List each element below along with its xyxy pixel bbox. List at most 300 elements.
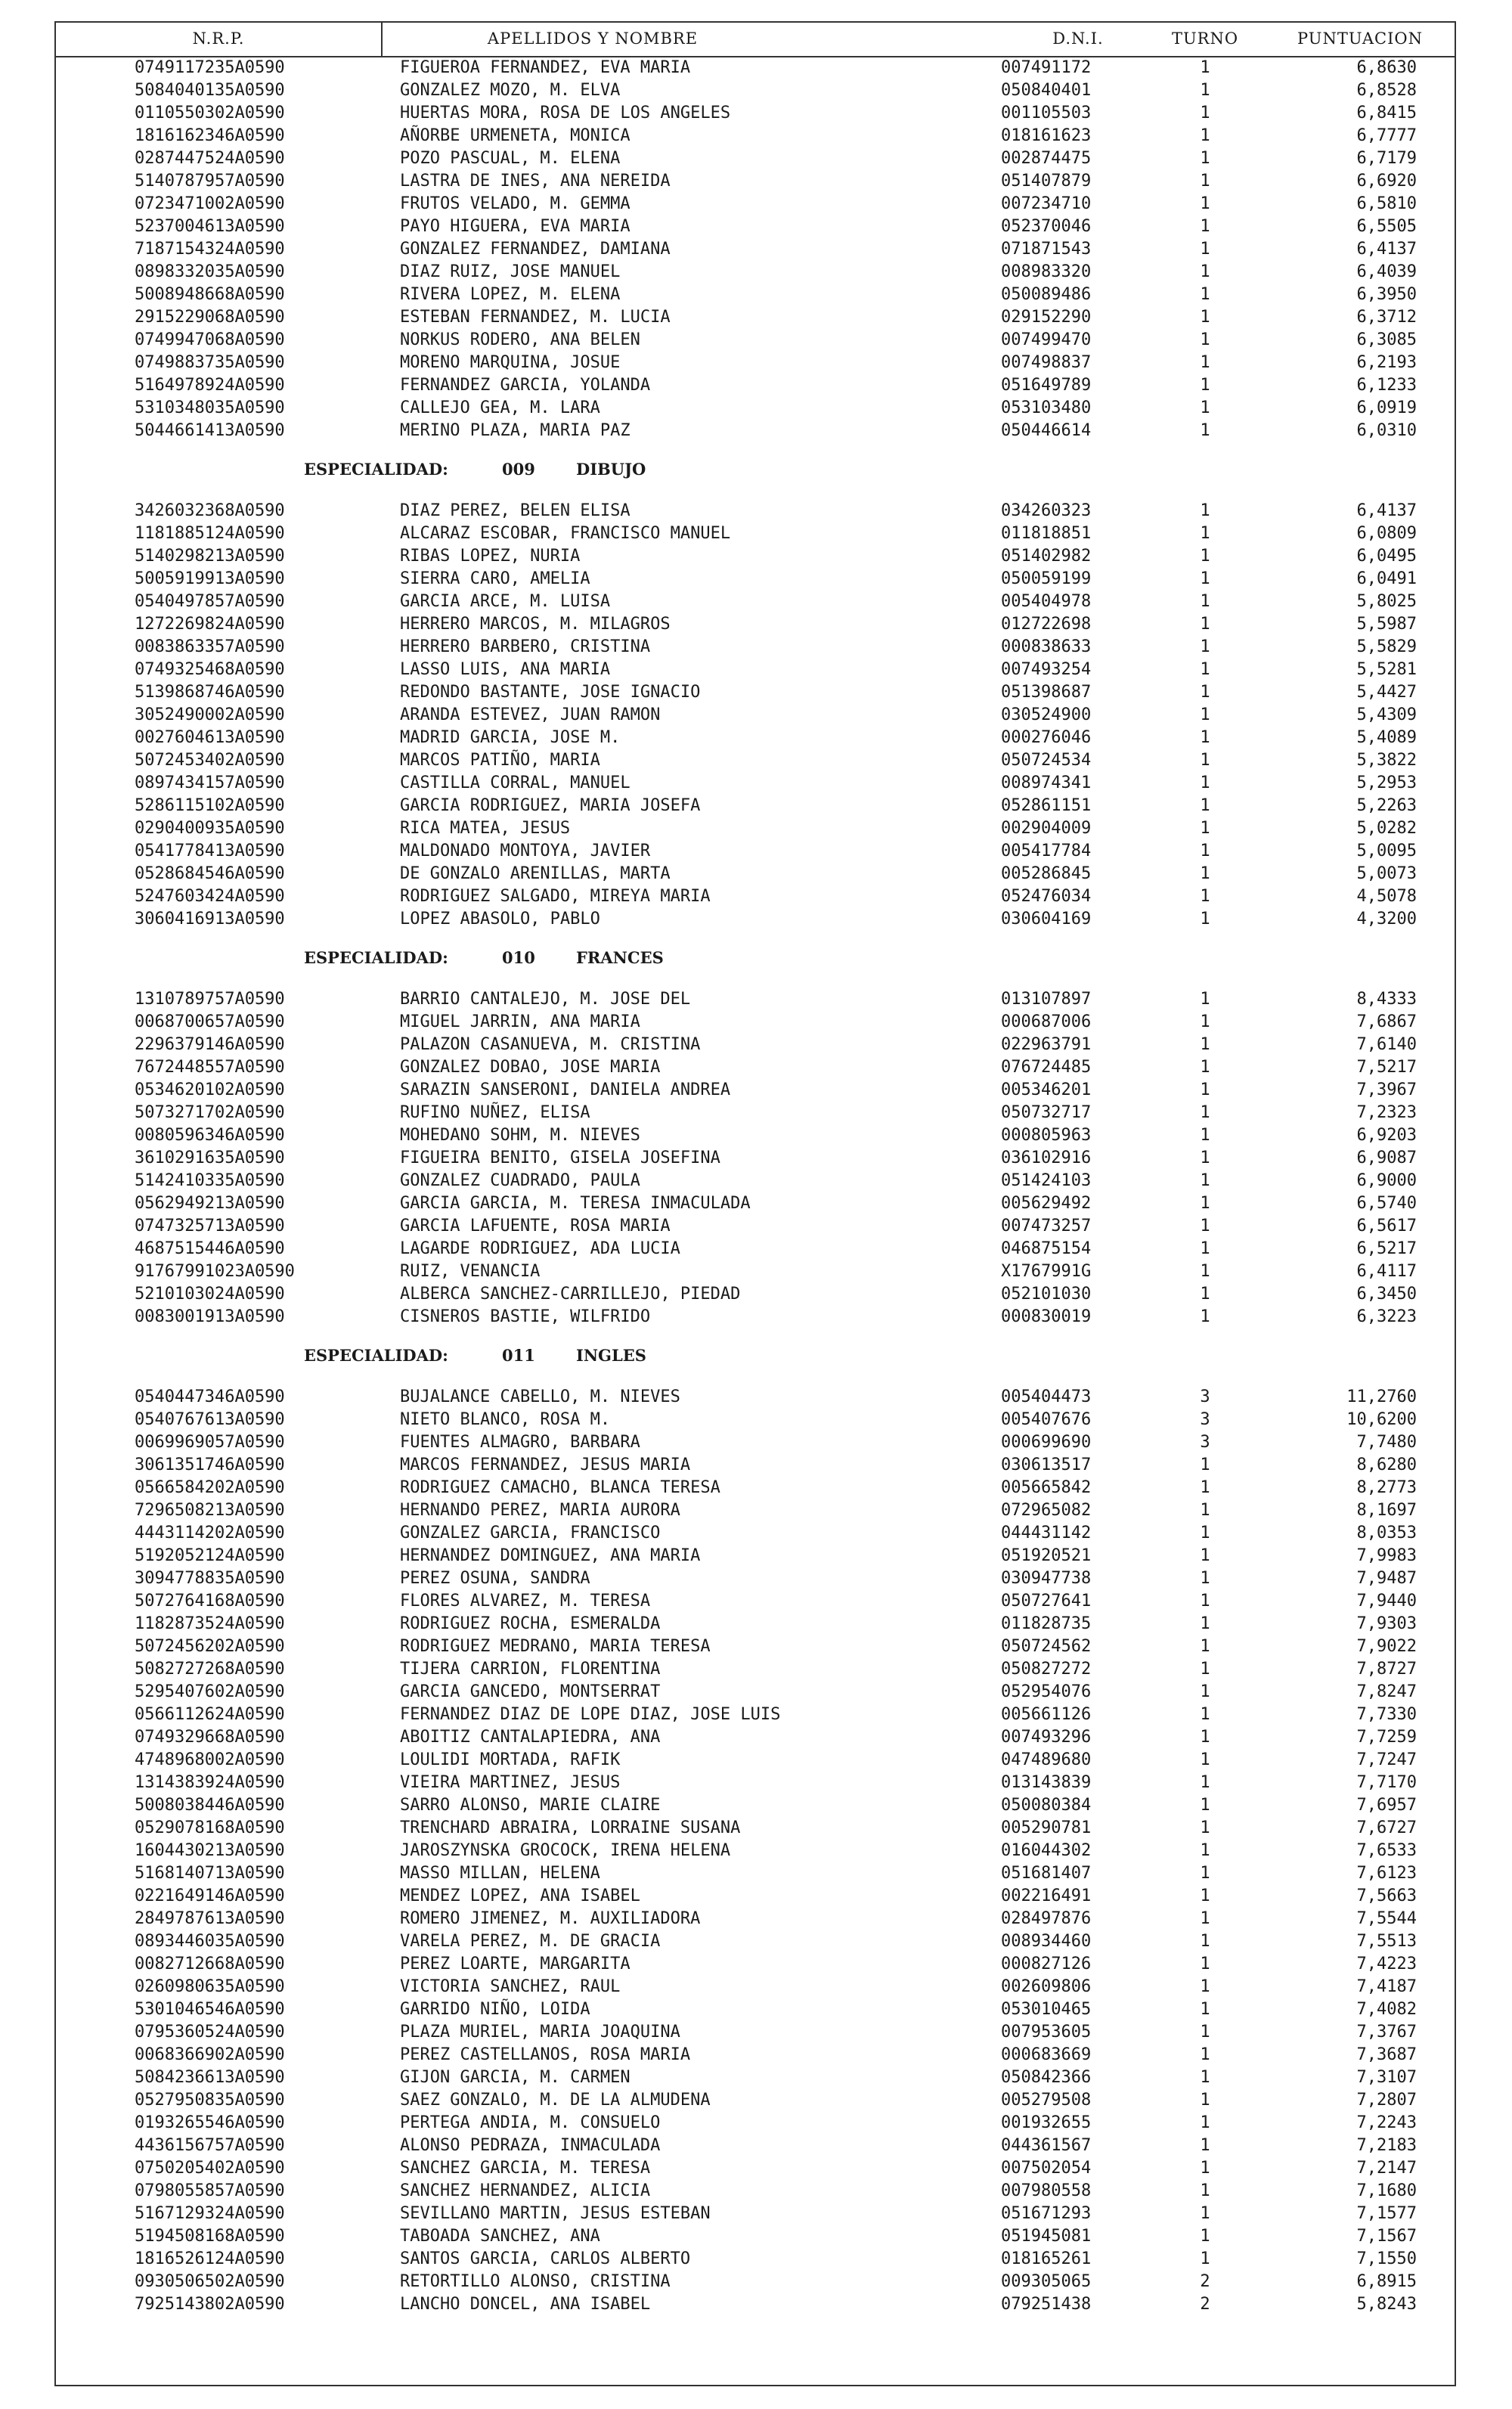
name-cell: SAEZ GONZALO, M. DE LA ALMUDENA — [400, 2091, 711, 2110]
table-row — [56, 237, 1455, 260]
puntuacion-cell: 6,7179 — [1356, 149, 1417, 168]
turno-cell: 1 — [1200, 1614, 1210, 1633]
specialty-code: 011 — [502, 1346, 535, 1365]
specialty-label: ESPECIALIDAD: — [304, 460, 448, 479]
name-cell: GONZALEZ DOBAO, JOSE MARIA — [400, 1058, 661, 1077]
nrp-cell: 5210103024A0590 — [135, 1285, 285, 1304]
table-row — [56, 1499, 1455, 1521]
dni-cell: 034260323 — [1001, 501, 1092, 520]
nrp-cell: 5072764168A0590 — [135, 1592, 285, 1611]
name-cell: SANTOS GARCIA, CARLOS ALBERTO — [400, 2249, 691, 2268]
puntuacion-cell: 6,5617 — [1356, 1217, 1417, 1236]
table-row — [56, 2134, 1455, 2156]
dni-cell: 016044302 — [1001, 1841, 1092, 1860]
table-row — [56, 79, 1455, 101]
nrp-cell: 0082712668A0590 — [135, 1955, 285, 1973]
nrp-cell: 0562949213A0590 — [135, 1194, 285, 1213]
turno-cell: 1 — [1200, 683, 1210, 702]
turno-cell: 1 — [1200, 1818, 1210, 1837]
specialty-name: DIBUJO — [576, 460, 646, 479]
table-row — [56, 124, 1455, 147]
turno-cell: 1 — [1200, 2181, 1210, 2200]
puntuacion-cell: 7,9440 — [1356, 1592, 1417, 1611]
dni-cell: 005404978 — [1001, 592, 1092, 611]
table-row — [56, 215, 1455, 237]
turno-cell: 1 — [1200, 1932, 1210, 1951]
name-cell: SANCHEZ GARCIA, M. TERESA — [400, 2159, 651, 2178]
nrp-cell: 0541778413A0590 — [135, 842, 285, 860]
nrp-cell: 0540767613A0590 — [135, 1410, 285, 1429]
nrp-cell: 0566584202A0590 — [135, 1478, 285, 1497]
puntuacion-cell: 6,4117 — [1356, 1262, 1417, 1281]
specialty-heading — [56, 1332, 1455, 1378]
nrp-cell: 0540497857A0590 — [135, 592, 285, 611]
turno-cell: 3 — [1200, 1387, 1210, 1406]
nrp-cell: 5084236613A0590 — [135, 2068, 285, 2087]
table-body — [56, 56, 1455, 2315]
nrp-cell: 3610291635A0590 — [135, 1149, 285, 1167]
turno-cell: 3 — [1200, 1410, 1210, 1429]
name-cell: FERNANDEZ GARCIA, YOLANDA — [400, 376, 651, 395]
nrp-cell: 0893446035A0590 — [135, 1932, 285, 1951]
nrp-cell: 5295407602A0590 — [135, 1682, 285, 1701]
dni-cell: 011818851 — [1001, 524, 1092, 543]
turno-cell: 1 — [1200, 1103, 1210, 1122]
table-row — [56, 101, 1455, 124]
puntuacion-cell: 7,9487 — [1356, 1569, 1417, 1588]
specialty-label: ESPECIALIDAD: — [304, 948, 448, 967]
turno-cell: 1 — [1200, 2045, 1210, 2064]
dni-cell: 076724485 — [1001, 1058, 1092, 1077]
name-cell: GONZALEZ FERNANDEZ, DAMIANA — [400, 240, 671, 259]
puntuacion-cell: 6,0491 — [1356, 569, 1417, 588]
name-cell: TRENCHARD ABRAIRA, LORRAINE SUSANA — [400, 1818, 741, 1837]
dni-cell: 005346201 — [1001, 1080, 1092, 1099]
specialty-name: INGLES — [576, 1346, 646, 1365]
dni-cell: 000276046 — [1001, 728, 1092, 747]
turno-cell: 1 — [1200, 2159, 1210, 2178]
name-cell: SEVILLANO MARTIN, JESUS ESTEBAN — [400, 2204, 711, 2223]
turno-cell: 1 — [1200, 1217, 1210, 1236]
turno-cell: 1 — [1200, 2136, 1210, 2155]
dni-cell: 005290781 — [1001, 1818, 1092, 1837]
puntuacion-cell: 7,3107 — [1356, 2068, 1417, 2087]
name-cell: BUJALANCE CABELLO, M. NIEVES — [400, 1387, 680, 1406]
puntuacion-cell: 5,5829 — [1356, 637, 1417, 656]
header-name: APELLIDOS Y NOMBRE — [487, 29, 699, 48]
dni-cell: 051402982 — [1001, 547, 1092, 566]
puntuacion-cell: 7,6533 — [1356, 1841, 1417, 1860]
puntuacion-cell: 6,8915 — [1356, 2272, 1417, 2291]
nrp-cell: 5139868746A0590 — [135, 683, 285, 702]
name-cell: GARCIA GANCEDO, MONTSERRAT — [400, 1682, 661, 1701]
puntuacion-cell: 6,8415 — [1356, 104, 1417, 122]
name-cell: MARCOS FERNANDEZ, JESUS MARIA — [400, 1456, 691, 1474]
table-row — [56, 2020, 1455, 2043]
puntuacion-cell: 7,6727 — [1356, 1818, 1417, 1837]
nrp-cell: 5247603424A0590 — [135, 887, 285, 906]
table-row — [56, 1794, 1455, 1816]
table-row — [56, 328, 1455, 351]
dni-cell: 050840401 — [1001, 81, 1092, 100]
nrp-cell: 0540447346A0590 — [135, 1387, 285, 1406]
dni-cell: 052370046 — [1001, 217, 1092, 236]
dni-cell: 052954076 — [1001, 1682, 1092, 1701]
turno-cell: 1 — [1200, 1887, 1210, 1905]
name-cell: MOHEDANO SOHM, M. NIEVES — [400, 1126, 640, 1145]
table-row — [56, 1862, 1455, 1884]
turno-cell: 1 — [1200, 1456, 1210, 1474]
table-row — [56, 612, 1455, 635]
turno-cell: 1 — [1200, 2000, 1210, 2019]
dni-cell: 007491172 — [1001, 58, 1092, 77]
table-row — [56, 1260, 1455, 1282]
nrp-cell: 0287447524A0590 — [135, 149, 285, 168]
name-cell: MIGUEL JARRIN, ANA MARIA — [400, 1012, 640, 1031]
puntuacion-cell: 10,6200 — [1346, 1410, 1417, 1429]
name-cell: RIVERA LOPEZ, M. ELENA — [400, 285, 621, 304]
turno-cell: 1 — [1200, 1955, 1210, 1973]
table-row — [56, 374, 1455, 396]
turno-cell: 1 — [1200, 149, 1210, 168]
table-row — [56, 1975, 1455, 1998]
puntuacion-cell: 6,3950 — [1356, 285, 1417, 304]
nrp-cell: 2915229068A0590 — [135, 308, 285, 327]
turno-cell: 1 — [1200, 637, 1210, 656]
dni-cell: 005404473 — [1001, 1387, 1092, 1406]
nrp-cell: 0068366902A0590 — [135, 2045, 285, 2064]
specialty-heading — [56, 935, 1455, 980]
dni-cell: 051681407 — [1001, 1864, 1092, 1883]
dni-cell: 001105503 — [1001, 104, 1092, 122]
turno-cell: 1 — [1200, 1977, 1210, 1996]
table-row — [56, 1952, 1455, 1975]
turno-cell: 1 — [1200, 353, 1210, 372]
name-cell: TIJERA CARRION, FLORENTINA — [400, 1660, 661, 1679]
dni-cell: 030604169 — [1001, 910, 1092, 929]
table-row — [56, 1146, 1455, 1169]
puntuacion-cell: 7,2807 — [1356, 2091, 1417, 2110]
puntuacion-cell: 6,9000 — [1356, 1171, 1417, 1190]
nrp-cell: 0749947068A0590 — [135, 330, 285, 349]
turno-cell: 1 — [1200, 1126, 1210, 1145]
name-cell: ESTEBAN FERNANDEZ, M. LUCIA — [400, 308, 671, 327]
table-row — [56, 2111, 1455, 2134]
table-row — [56, 2179, 1455, 2202]
nrp-cell: 0529078168A0590 — [135, 1818, 285, 1837]
puntuacion-cell: 7,2243 — [1356, 2113, 1417, 2132]
puntuacion-cell: 8,0353 — [1356, 1524, 1417, 1542]
turno-cell: 1 — [1200, 524, 1210, 543]
dni-cell: 052101030 — [1001, 1285, 1092, 1304]
name-cell: GIJON GARCIA, M. CARMEN — [400, 2068, 631, 2087]
puntuacion-cell: 5,0073 — [1356, 864, 1417, 883]
dni-cell: 072965082 — [1001, 1501, 1092, 1520]
nrp-cell: 0566112624A0590 — [135, 1705, 285, 1724]
puntuacion-cell: 5,5281 — [1356, 660, 1417, 679]
turno-cell: 1 — [1200, 1660, 1210, 1679]
turno-cell: 1 — [1200, 1080, 1210, 1099]
dni-cell: X1767991G — [1001, 1262, 1092, 1281]
dni-cell: 007980558 — [1001, 2181, 1092, 2200]
table-row — [56, 749, 1455, 771]
puntuacion-cell: 7,1680 — [1356, 2181, 1417, 2200]
turno-cell: 1 — [1200, 705, 1210, 724]
table-row — [56, 1476, 1455, 1499]
table-header — [56, 23, 1455, 57]
table-row — [56, 1725, 1455, 1748]
puntuacion-cell: 7,3767 — [1356, 2023, 1417, 2042]
dni-cell: 008983320 — [1001, 262, 1092, 281]
table-row — [56, 1192, 1455, 1214]
dni-cell: 005661126 — [1001, 1705, 1092, 1724]
dni-cell: 005417784 — [1001, 842, 1092, 860]
nrp-cell: 5142410335A0590 — [135, 1171, 285, 1190]
puntuacion-cell: 7,8727 — [1356, 1660, 1417, 1679]
nrp-cell: 0898332035A0590 — [135, 262, 285, 281]
table-row — [56, 1567, 1455, 1589]
name-cell: DE GONZALO ARENILLAS, MARTA — [400, 864, 671, 883]
table-row — [56, 817, 1455, 839]
table-row — [56, 1635, 1455, 1657]
turno-cell: 1 — [1200, 1035, 1210, 1054]
dni-cell: 002874475 — [1001, 149, 1092, 168]
name-cell: TABOADA SANCHEZ, ANA — [400, 2227, 600, 2246]
table-row — [56, 1408, 1455, 1431]
name-cell: HERNANDO PEREZ, MARIA AURORA — [400, 1501, 680, 1520]
dni-cell: 000699690 — [1001, 1433, 1092, 1452]
nrp-cell: 0221649146A0590 — [135, 1887, 285, 1905]
table-row — [56, 907, 1455, 930]
nrp-cell: 5140787957A0590 — [135, 172, 285, 191]
table-row — [56, 1839, 1455, 1862]
dni-cell: 029152290 — [1001, 308, 1092, 327]
nrp-cell: 3426032368A0590 — [135, 501, 285, 520]
puntuacion-cell: 6,1233 — [1356, 376, 1417, 395]
nrp-cell: 2296379146A0590 — [135, 1035, 285, 1054]
dni-cell: 013143839 — [1001, 1773, 1092, 1792]
name-cell: RETORTILLO ALONSO, CRISTINA — [400, 2272, 671, 2291]
name-cell: RIBAS LOPEZ, NURIA — [400, 547, 581, 566]
nrp-cell: 0749329668A0590 — [135, 1728, 285, 1747]
nrp-cell: 0528684546A0590 — [135, 864, 285, 883]
specialty-code: 009 — [502, 460, 535, 479]
table-row — [56, 703, 1455, 726]
name-cell: LAGARDE RODRIGUEZ, ADA LUCIA — [400, 1239, 680, 1258]
table-row — [56, 2247, 1455, 2270]
dni-cell: 000830019 — [1001, 1307, 1092, 1326]
name-cell: DIAZ PEREZ, BELEN ELISA — [400, 501, 631, 520]
puntuacion-cell: 6,7777 — [1356, 126, 1417, 145]
nrp-cell: 5192052124A0590 — [135, 1546, 285, 1565]
name-cell: VARELA PEREZ, M. DE GRACIA — [400, 1932, 661, 1951]
puntuacion-cell: 5,0095 — [1356, 842, 1417, 860]
name-cell: PLAZA MURIEL, MARIA JOAQUINA — [400, 2023, 680, 2042]
dni-cell: 012722698 — [1001, 615, 1092, 634]
puntuacion-cell: 7,7330 — [1356, 1705, 1417, 1724]
puntuacion-cell: 6,4039 — [1356, 262, 1417, 281]
turno-cell: 1 — [1200, 728, 1210, 747]
puntuacion-cell: 6,4137 — [1356, 240, 1417, 259]
puntuacion-cell: 5,3822 — [1356, 751, 1417, 770]
name-cell: GARCIA RODRIGUEZ, MARIA JOSEFA — [400, 796, 701, 815]
name-cell: CASTILLA CORRAL, MANUEL — [400, 774, 631, 792]
nrp-cell: 1181885124A0590 — [135, 524, 285, 543]
table-row — [56, 1078, 1455, 1101]
name-cell: SANCHEZ HERNANDEZ, ALICIA — [400, 2181, 651, 2200]
puntuacion-cell: 6,5810 — [1356, 194, 1417, 213]
table-row — [56, 1101, 1455, 1124]
turno-cell: 1 — [1200, 819, 1210, 838]
table-row — [56, 1930, 1455, 1952]
dni-cell: 050842366 — [1001, 2068, 1092, 2087]
nrp-cell: 4748968002A0590 — [135, 1750, 285, 1769]
nrp-cell: 5005919913A0590 — [135, 569, 285, 588]
nrp-cell: 5008038446A0590 — [135, 1796, 285, 1815]
puntuacion-cell: 11,2760 — [1346, 1387, 1417, 1406]
turno-cell: 1 — [1200, 592, 1210, 611]
dni-cell: 052476034 — [1001, 887, 1092, 906]
table-row — [56, 1907, 1455, 1930]
puntuacion-cell: 6,0495 — [1356, 547, 1417, 566]
nrp-cell: 5044661413A0590 — [135, 421, 285, 440]
turno-cell: 1 — [1200, 1171, 1210, 1190]
dni-cell: 011828735 — [1001, 1614, 1092, 1633]
puntuacion-cell: 4,3200 — [1356, 910, 1417, 929]
table-row — [56, 1385, 1455, 1408]
header-puntuacion: PUNTUACION — [1297, 29, 1423, 48]
puntuacion-cell: 5,2953 — [1356, 774, 1417, 792]
specialty-label: ESPECIALIDAD: — [304, 1346, 448, 1365]
puntuacion-cell: 7,9303 — [1356, 1614, 1417, 1633]
turno-cell: 1 — [1200, 126, 1210, 145]
name-cell: SARRO ALONSO, MARIE CLAIRE — [400, 1796, 661, 1815]
table-row — [56, 794, 1455, 817]
table-row — [56, 351, 1455, 374]
turno-cell: 1 — [1200, 58, 1210, 77]
turno-cell: 1 — [1200, 285, 1210, 304]
nrp-cell: 7187154324A0590 — [135, 240, 285, 259]
name-cell: VIEIRA MARTINEZ, JESUS — [400, 1773, 621, 1792]
turno-cell: 1 — [1200, 1149, 1210, 1167]
name-cell: HERRERO BARBERO, CRISTINA — [400, 637, 651, 656]
nrp-cell: 0193265546A0590 — [135, 2113, 285, 2132]
turno-cell: 1 — [1200, 1705, 1210, 1724]
turno-cell: 1 — [1200, 660, 1210, 679]
table-row — [56, 1589, 1455, 1612]
table-row — [56, 635, 1455, 658]
turno-cell: 1 — [1200, 615, 1210, 634]
dni-cell: 005279508 — [1001, 2091, 1092, 2110]
dni-cell: 002609806 — [1001, 1977, 1092, 1996]
name-cell: PERTEGA ANDIA, M. CONSUELO — [400, 2113, 661, 2132]
nrp-cell: 4687515446A0590 — [135, 1239, 285, 1258]
turno-cell: 1 — [1200, 2068, 1210, 2087]
name-cell: NORKUS RODERO, ANA BELEN — [400, 330, 640, 349]
dni-cell: 030947738 — [1001, 1569, 1092, 1588]
turno-cell: 1 — [1200, 1750, 1210, 1769]
turno-cell: 1 — [1200, 796, 1210, 815]
turno-cell: 1 — [1200, 2204, 1210, 2223]
table-row — [56, 1544, 1455, 1567]
specialty-heading — [56, 446, 1455, 491]
nrp-cell: 5164978924A0590 — [135, 376, 285, 395]
nrp-cell: 5140298213A0590 — [135, 547, 285, 566]
turno-cell: 1 — [1200, 1773, 1210, 1792]
dni-cell: 002216491 — [1001, 1887, 1092, 1905]
name-cell: FERNANDEZ DIAZ DE LOPE DIAZ, JOSE LUIS — [400, 1705, 781, 1724]
nrp-cell: 5008948668A0590 — [135, 285, 285, 304]
turno-cell: 1 — [1200, 308, 1210, 327]
name-cell: ALBERCA SANCHEZ-CARRILLEJO, PIEDAD — [400, 1285, 741, 1304]
header-nrp: N.R.P. — [192, 29, 245, 48]
nrp-cell: 5072453402A0590 — [135, 751, 285, 770]
dni-cell: 007493296 — [1001, 1728, 1092, 1747]
table-row — [56, 2225, 1455, 2247]
puntuacion-cell: 5,8243 — [1356, 2295, 1417, 2314]
dni-cell: 000838633 — [1001, 637, 1092, 656]
name-cell: SIERRA CARO, AMELIA — [400, 569, 590, 588]
name-cell: POZO PASCUAL, M. ELENA — [400, 149, 621, 168]
name-cell: HERRERO MARCOS, M. MILAGROS — [400, 615, 671, 634]
table-row — [56, 169, 1455, 192]
puntuacion-cell: 7,5217 — [1356, 1058, 1417, 1077]
table-row — [56, 283, 1455, 305]
turno-cell: 1 — [1200, 887, 1210, 906]
turno-cell: 1 — [1200, 774, 1210, 792]
dni-cell: 008934460 — [1001, 1932, 1092, 1951]
name-cell: RUIZ, VENANCIA — [400, 1262, 541, 1281]
puntuacion-cell: 6,6920 — [1356, 172, 1417, 191]
nrp-cell: 7672448557A0590 — [135, 1058, 285, 1077]
dni-cell: 002904009 — [1001, 819, 1092, 838]
turno-cell: 1 — [1200, 1546, 1210, 1565]
table-row — [56, 2270, 1455, 2293]
dni-cell: 001932655 — [1001, 2113, 1092, 2132]
puntuacion-cell: 5,4427 — [1356, 683, 1417, 702]
table-row — [56, 1214, 1455, 1237]
nrp-cell: 4436156757A0590 — [135, 2136, 285, 2155]
turno-cell: 1 — [1200, 1841, 1210, 1860]
name-cell: PEREZ OSUNA, SANDRA — [400, 1569, 590, 1588]
name-cell: LOULIDI MORTADA, RAFIK — [400, 1750, 621, 1769]
nrp-cell: 0260980635A0590 — [135, 1977, 285, 1996]
name-cell: CISNEROS BASTIE, WILFRIDO — [400, 1307, 651, 1326]
table-row — [56, 726, 1455, 749]
turno-cell: 1 — [1200, 2113, 1210, 2132]
turno-cell: 1 — [1200, 1262, 1210, 1281]
nrp-cell: 5072456202A0590 — [135, 1637, 285, 1656]
table-row — [56, 419, 1455, 442]
puntuacion-cell: 7,2183 — [1356, 2136, 1417, 2155]
nrp-cell: 0534620102A0590 — [135, 1080, 285, 1099]
puntuacion-cell: 7,7170 — [1356, 1773, 1417, 1792]
nrp-cell: 0930506502A0590 — [135, 2272, 285, 2291]
nrp-cell: 0527950835A0590 — [135, 2091, 285, 2110]
dni-cell: 050724562 — [1001, 1637, 1092, 1656]
turno-cell: 1 — [1200, 1307, 1210, 1326]
specialty-code: 010 — [502, 948, 535, 967]
name-cell: RODRIGUEZ MEDRANO, MARIA TERESA — [400, 1637, 711, 1656]
turno-cell: 1 — [1200, 1194, 1210, 1213]
dni-cell: 051649789 — [1001, 376, 1092, 395]
nrp-cell: 0750205402A0590 — [135, 2159, 285, 2178]
table-row — [56, 590, 1455, 612]
table-row — [56, 1124, 1455, 1146]
turno-cell: 1 — [1200, 2227, 1210, 2246]
dni-cell: 050089486 — [1001, 285, 1092, 304]
dni-cell: 051671293 — [1001, 2204, 1092, 2223]
